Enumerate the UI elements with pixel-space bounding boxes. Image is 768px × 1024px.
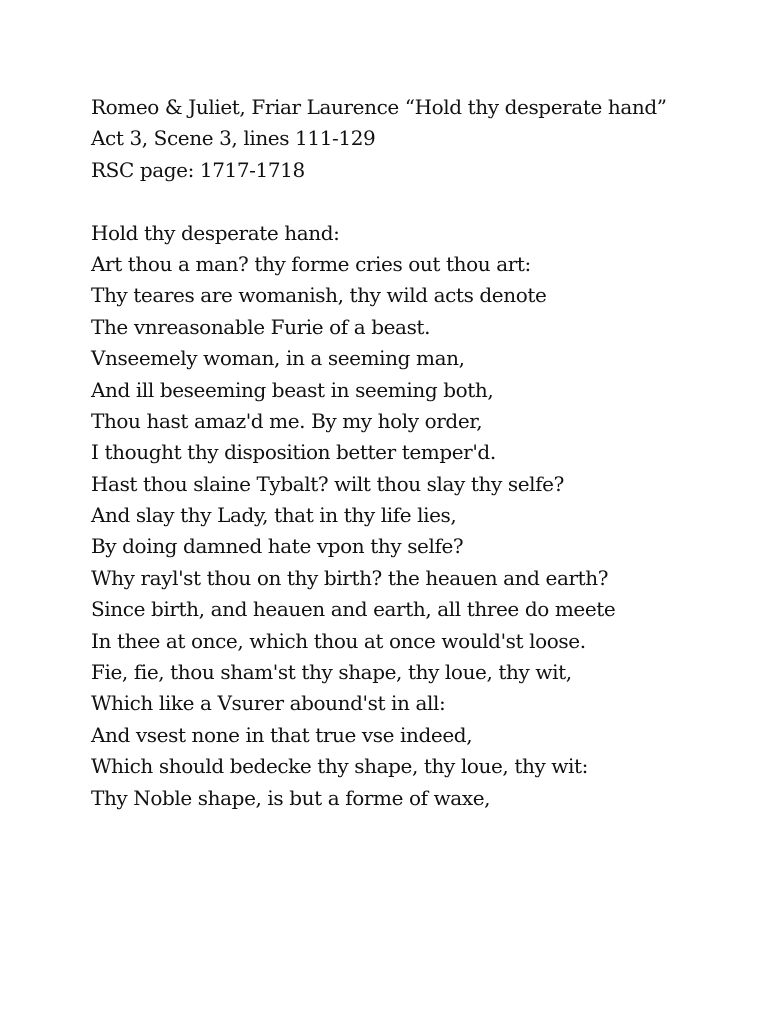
passage-line: Vnseemely woman, in a seeming man,	[91, 346, 465, 371]
passage-line: Which like a Vsurer abound'st in all:	[91, 691, 446, 716]
passage-line: Thy Noble shape, is but a forme of waxe,	[91, 785, 491, 810]
passage-line: The vnreasonable Furie of a beast.	[91, 314, 431, 339]
passage-line: Hast thou slaine Tybalt? wilt thou slay thy selfe?	[91, 471, 564, 496]
passage-line: Thou hast amaz'd me. By my holy order,	[91, 408, 483, 433]
passage-line: And vsest none in that true vse indeed,	[91, 722, 473, 747]
passage-line: Fie, fie, thou sham'st thy shape, thy loue, thy wit,	[91, 660, 572, 685]
passage-line: In thee at once, which thou at once would'st loose.	[91, 628, 586, 653]
passage-line: Thy teares are womanish, thy wild acts denote	[91, 283, 547, 308]
passage-line: Why rayl'st thou on thy birth? the heauen and earth?	[91, 565, 609, 590]
blank-line	[91, 186, 751, 217]
passage-line: And ill beseeming beast in seeming both,	[91, 377, 494, 402]
passage-line: And slay thy Lady, that in thy life lies,	[91, 503, 457, 528]
passage-line: By doing damned hate vpon thy selfe?	[91, 534, 464, 559]
passage-line: Which should bedecke thy shape, thy loue, thy wit:	[91, 754, 588, 779]
passage-line: I thought thy disposition better temper'd.	[91, 440, 496, 465]
citation-line: Act 3, Scene 3, lines 111-129	[91, 126, 376, 151]
passage-line: Art thou a man? thy forme cries out thou art:	[91, 251, 531, 276]
document-text	[91, 92, 751, 814]
page-reference-line: RSC page: 1717-1718	[91, 157, 305, 182]
passage-line: Hold thy desperate hand:	[91, 220, 340, 245]
title-line: Romeo & Juliet, Friar Laurence “Hold thy desperate hand”	[91, 95, 667, 119]
passage-line: Since birth, and heauen and earth, all three do meete	[91, 597, 616, 622]
